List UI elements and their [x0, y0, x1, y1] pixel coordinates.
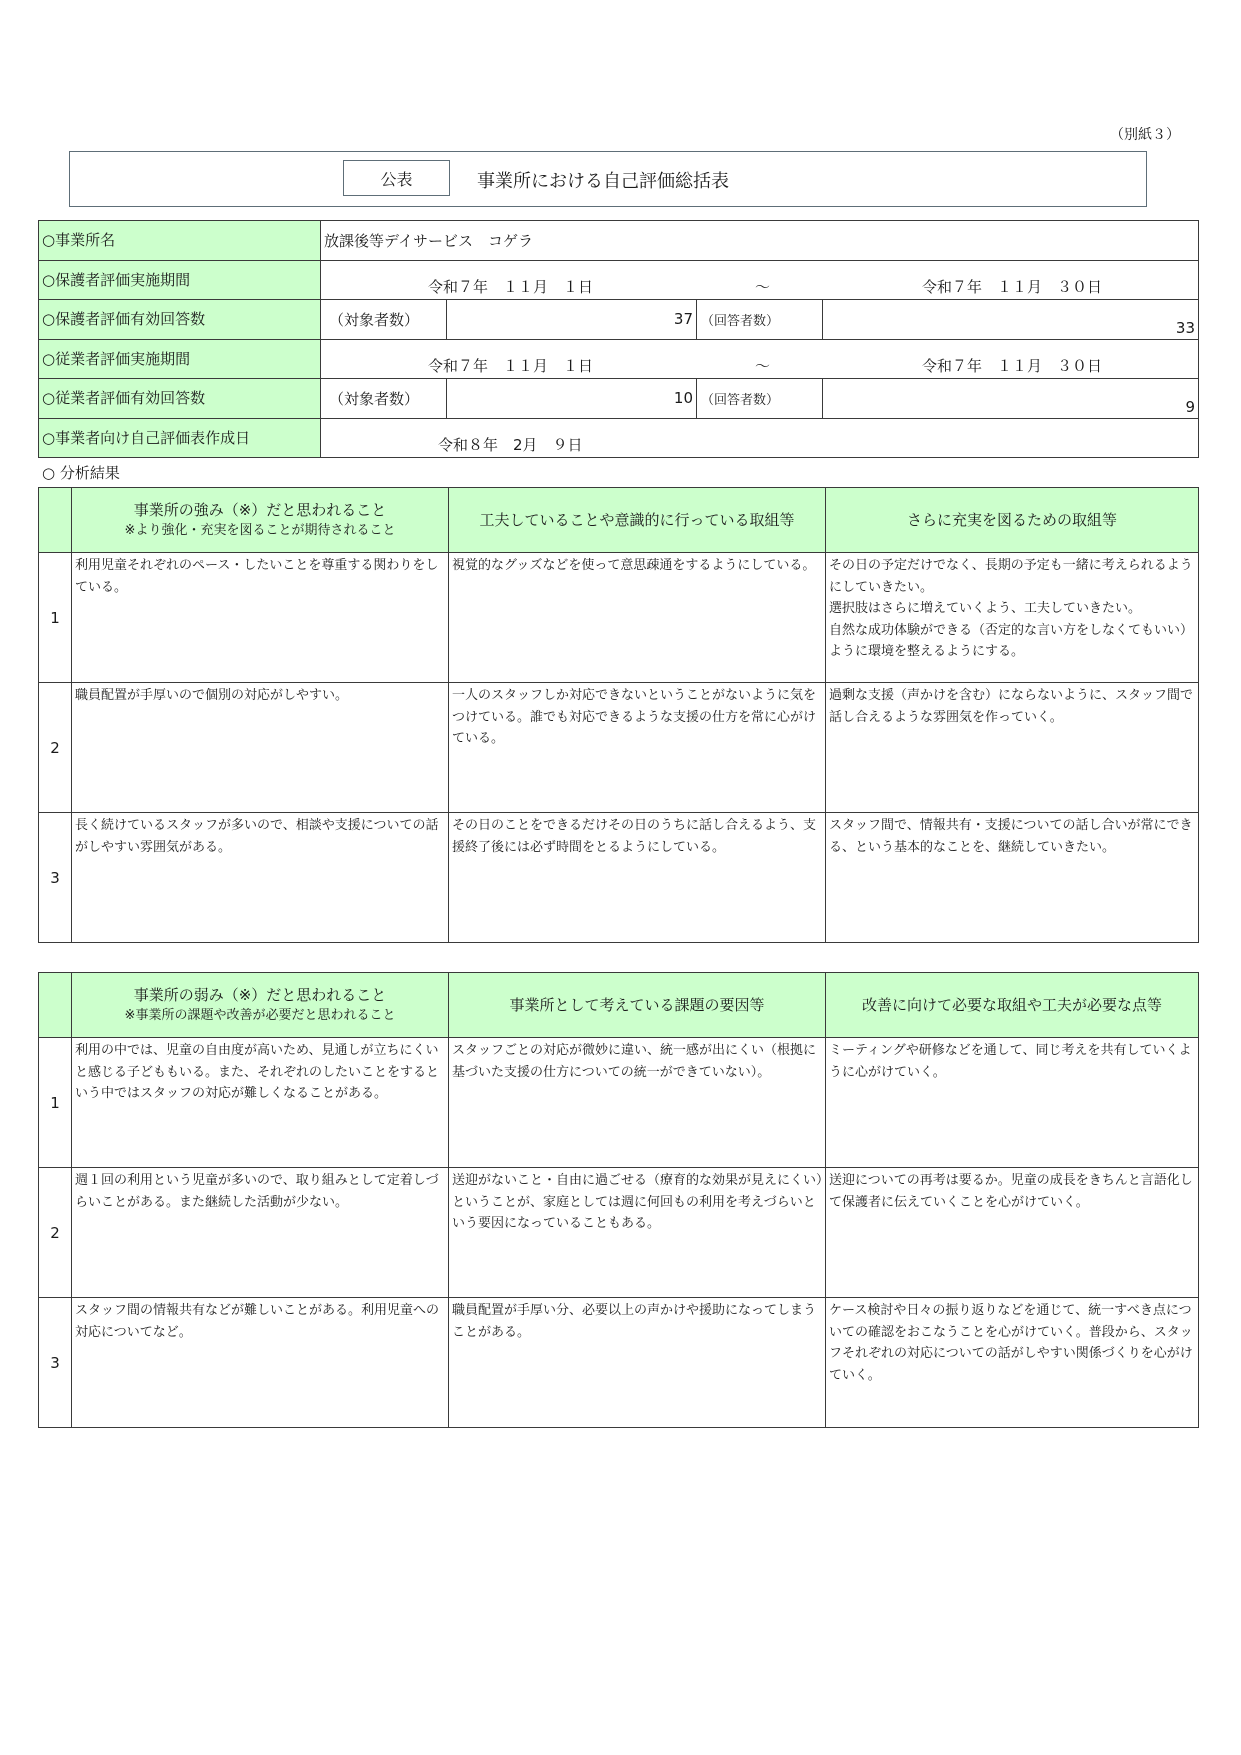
guardian-target-label: （対象者数）	[321, 300, 447, 340]
staff-respondent-value: 9	[823, 379, 1199, 419]
staff-period-start: 令和７年 １１月 １日	[428, 357, 594, 375]
strength-effort-text: 視覚的なグッズなどを使って意思疎通をするようにしている。	[449, 553, 826, 683]
created-date-value: 令和８年 2月 ９日	[438, 436, 583, 454]
weaknesses-header-row	[39, 973, 1199, 1038]
section-title: ○ 分析結果	[42, 464, 120, 482]
office-name-value: 放課後等デイサービス コゲラ	[321, 221, 1199, 261]
weakness-improvement-text: ミーティングや研修などを通して、同じ考えを共有していくように心がけていく。	[826, 1038, 1199, 1168]
guardian-period-start: 令和７年 １１月 １日	[428, 278, 594, 296]
created-date-label: ○事業者向け自己評価表作成日	[39, 418, 321, 458]
row-index: 2	[39, 683, 72, 813]
weakness-cause-text: 職員配置が手厚い分、必要以上の声かけや援助になってしまうことがある。	[449, 1298, 826, 1428]
weaknesses-col1-note: ※事業所の課題や改善が必要だと思われること	[124, 1008, 396, 1023]
strength-enhancement-text: スタッフ間で、情報共有・支援についての話し合いが常にできる、という基本的なことを、継続していきたい。	[826, 813, 1199, 943]
table-row	[39, 1168, 1199, 1298]
office-name-label: ○事業所名	[39, 221, 321, 261]
weaknesses-table	[38, 972, 1199, 1428]
strength-enhancement-text: その日の予定だけでなく、長期の予定も一緒に考えられるようにしていきたい。 選択肢はさらに増えていくよう、工夫していきたい。 自然な成功体験ができる（否定的な言い方をしなくてもいい）ように環境を整えるようにする。	[826, 553, 1199, 683]
table-row	[39, 813, 1199, 943]
staff-period-separator: ～	[755, 357, 771, 375]
staff-period-label: ○従業者評価実施期間	[39, 339, 321, 379]
info-table	[38, 220, 1199, 458]
index-header	[39, 488, 72, 553]
weaknesses-col2-header: 事業所として考えている課題の要因等	[449, 973, 826, 1038]
info-row-staff-count	[39, 379, 1199, 419]
weakness-improvement-text: ケース検討や日々の振り返りなどを通じて、統一すべき点についての確認をおこなうことを心がけていく。普段から、スタッフそれぞれの対応についての話がしやすい関係づくりを心がけていく。	[826, 1298, 1199, 1428]
weaknesses-col3-header: 改善に向けて必要な取組や工夫が必要な点等	[826, 973, 1199, 1038]
page-title: 事業所における自己評価総括表	[477, 171, 729, 192]
guardian-period-end: 令和７年 １１月 ３０日	[922, 278, 1103, 296]
info-row-guardian-period	[39, 260, 1199, 300]
strength-enhancement-text: 過剰な支援（声かけを含む）にならないように、スタッフ間で話し合えるような雰囲気を作っていく。	[826, 683, 1199, 813]
strengths-table	[38, 487, 1199, 943]
strengths-col2-header: 工夫していることや意識的に行っている取組等	[449, 488, 826, 553]
staff-period-value	[321, 339, 1199, 379]
weakness-cause-text: 送迎がないこと・自由に過ごせる（療育的な効果が見えにくい）ということが、家庭としては週に何回もの利用を考えづらいという要因になっていることもある。	[449, 1168, 826, 1298]
staff-count-label: ○従業者評価有効回答数	[39, 379, 321, 419]
publish-badge: 公表	[343, 160, 450, 196]
staff-respondent-label: （回答者数）	[697, 379, 823, 419]
staff-target-value: 10	[447, 379, 697, 419]
info-row-office	[39, 221, 1199, 261]
table-row	[39, 1038, 1199, 1168]
title-box	[69, 151, 1147, 207]
guardian-period-value	[321, 260, 1199, 300]
guardian-period-separator: ～	[755, 278, 771, 296]
table-row	[39, 683, 1199, 813]
weakness-text: スタッフ間の情報共有などが難しいことがある。利用児童への対応についてなど。	[72, 1298, 449, 1428]
created-date-cell	[321, 418, 1199, 458]
index-header	[39, 973, 72, 1038]
strengths-col1-header	[72, 488, 449, 553]
strength-effort-text: 一人のスタッフしか対応できないということがないように気をつけている。誰でも対応できるような支援の仕方を常に心がけている。	[449, 683, 826, 813]
guardian-target-value: 37	[447, 300, 697, 340]
table-row	[39, 553, 1199, 683]
strengths-col1-title: 事業所の強み（※）だと思われること	[133, 501, 387, 519]
strength-effort-text: その日のことをできるだけその日のうちに話し合えるよう、支援終了後には必ず時間をとるようにしている。	[449, 813, 826, 943]
weaknesses-col1-header	[72, 973, 449, 1038]
weakness-cause-text: スタッフごとの対応が微妙に違い、統一感が出にくい（根拠に基づいた支援の仕方についての統一ができていない）。	[449, 1038, 826, 1168]
weakness-text: 週１回の利用という児童が多いので、取り組みとして定着しづらいことがある。また継続した活動が少ない。	[72, 1168, 449, 1298]
row-index: 3	[39, 813, 72, 943]
strengths-col3-header: さらに充実を図るための取組等	[826, 488, 1199, 553]
weaknesses-col1-title: 事業所の弱み（※）だと思われること	[133, 986, 387, 1004]
staff-target-label: （対象者数）	[321, 379, 447, 419]
guardian-respondent-value: 33	[823, 300, 1199, 340]
strength-text: 長く続けているスタッフが多いので、相談や支援についての話がしやすい雰囲気がある。	[72, 813, 449, 943]
guardian-count-label: ○保護者評価有効回答数	[39, 300, 321, 340]
staff-period-end: 令和７年 １１月 ３０日	[922, 357, 1103, 375]
info-row-guardian-count	[39, 300, 1199, 340]
info-row-created	[39, 418, 1199, 458]
appendix-label: （別紙３）	[1110, 127, 1180, 143]
info-row-staff-period	[39, 339, 1199, 379]
row-index: 1	[39, 1038, 72, 1168]
guardian-period-label: ○保護者評価実施期間	[39, 260, 321, 300]
weakness-text: 利用の中では、児童の自由度が高いため、見通しが立ちにくいと感じる子どももいる。また、それぞれのしたいことをするという中ではスタッフの対応が難しくなることがある。	[72, 1038, 449, 1168]
strength-text: 職員配置が手厚いので個別の対応がしやすい。	[72, 683, 449, 813]
strengths-col1-note: ※より強化・充実を図ることが期待されること	[124, 523, 396, 538]
row-index: 3	[39, 1298, 72, 1428]
table-row	[39, 1298, 1199, 1428]
row-index: 2	[39, 1168, 72, 1298]
row-index: 1	[39, 553, 72, 683]
guardian-respondent-label: （回答者数）	[697, 300, 823, 340]
weakness-improvement-text: 送迎についての再考は要るか。児童の成長をきちんと言語化して保護者に伝えていくことを心がけていく。	[826, 1168, 1199, 1298]
strengths-header-row	[39, 488, 1199, 553]
strength-text: 利用児童それぞれのペース・したいことを尊重する関わりをしている。	[72, 553, 449, 683]
